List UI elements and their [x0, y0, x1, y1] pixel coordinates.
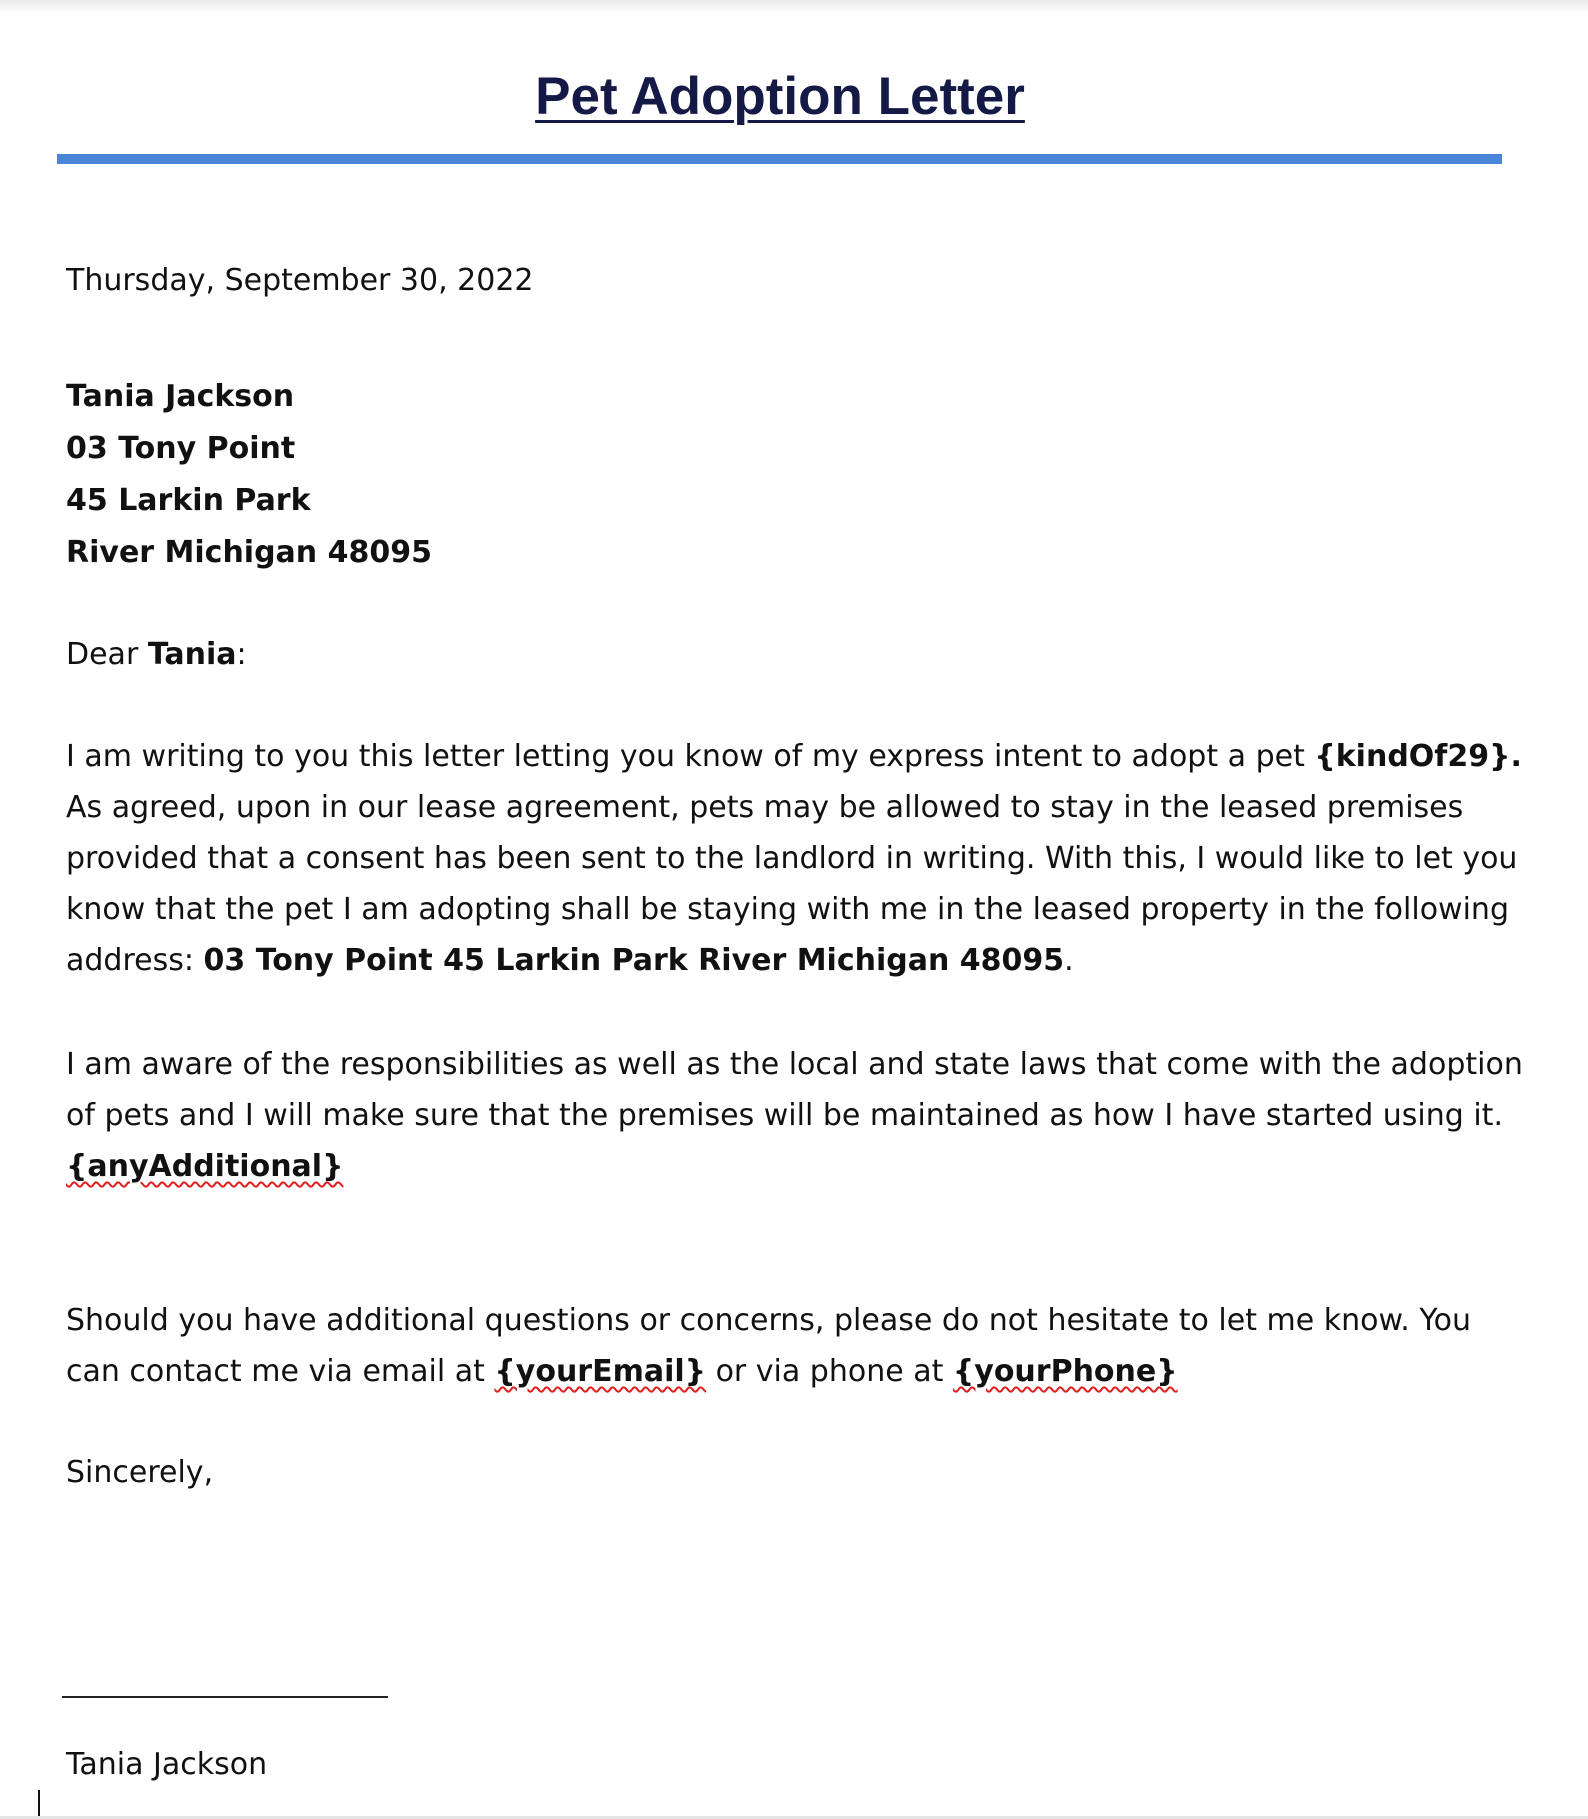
any-additional-placeholder: {anyAdditional} — [66, 1149, 344, 1184]
salutation — [66, 629, 247, 680]
paragraph-1-end: . — [1064, 943, 1074, 978]
recipient-address-line-2: 45 Larkin Park — [66, 483, 311, 518]
body-paragraph-2 — [66, 1039, 1526, 1192]
salutation-suffix: : — [236, 637, 247, 672]
paragraph-2-text: I am aware of the responsibilities as well as the local and state laws that come with the adoption of pets and I will make sure that the premises will be maintained as how I have started using it. — [66, 1047, 1523, 1133]
your-phone-placeholder: {yourPhone} — [952, 1354, 1178, 1389]
signature-name: Tania Jackson — [66, 1747, 268, 1782]
signature-line — [62, 1696, 388, 1698]
paragraph-3-text-b: or via phone at — [706, 1354, 953, 1389]
document-title: Pet Adoption Letter — [535, 67, 1025, 126]
paragraph-3-text-a: Should you have additional questions or concerns, please do not hesitate to let me know. You can contact me via email at — [66, 1303, 1472, 1389]
paragraph-1-text-a: I am writing to you this letter letting you know of my express intent to adopt a pet — [66, 739, 1315, 774]
pet-kind-placeholder: {kindOf29}. — [1314, 739, 1522, 774]
letter-date: Thursday, September 30, 2022 — [66, 263, 534, 298]
title-divider — [57, 154, 1502, 164]
property-address: 03 Tony Point 45 Larkin Park River Michigan 48095 — [203, 943, 1065, 978]
salutation-prefix: Dear — [66, 637, 148, 672]
recipient-address-line-3: River Michigan 48095 — [66, 535, 432, 570]
paragraph-1-text-b: As agreed, upon in our lease agreement, pets may be allowed to stay in the leased premises provided that a consent has been sent to the landlord in writing. With this, I would like to let you know that the pet I am adopting shall be staying with me in the leased property in the following address: — [66, 790, 1518, 978]
body-paragraph-3 — [66, 1295, 1526, 1397]
window-top-edge — [0, 0, 1588, 14]
recipient-address-line-1: 03 Tony Point — [66, 431, 296, 466]
closing: Sincerely, — [66, 1455, 214, 1490]
body-paragraph-1 — [66, 731, 1526, 986]
salutation-name: Tania — [147, 637, 237, 672]
your-email-placeholder: {yourEmail} — [494, 1354, 707, 1389]
text-cursor — [38, 1790, 40, 1816]
recipient-name: Tania Jackson — [66, 379, 295, 414]
